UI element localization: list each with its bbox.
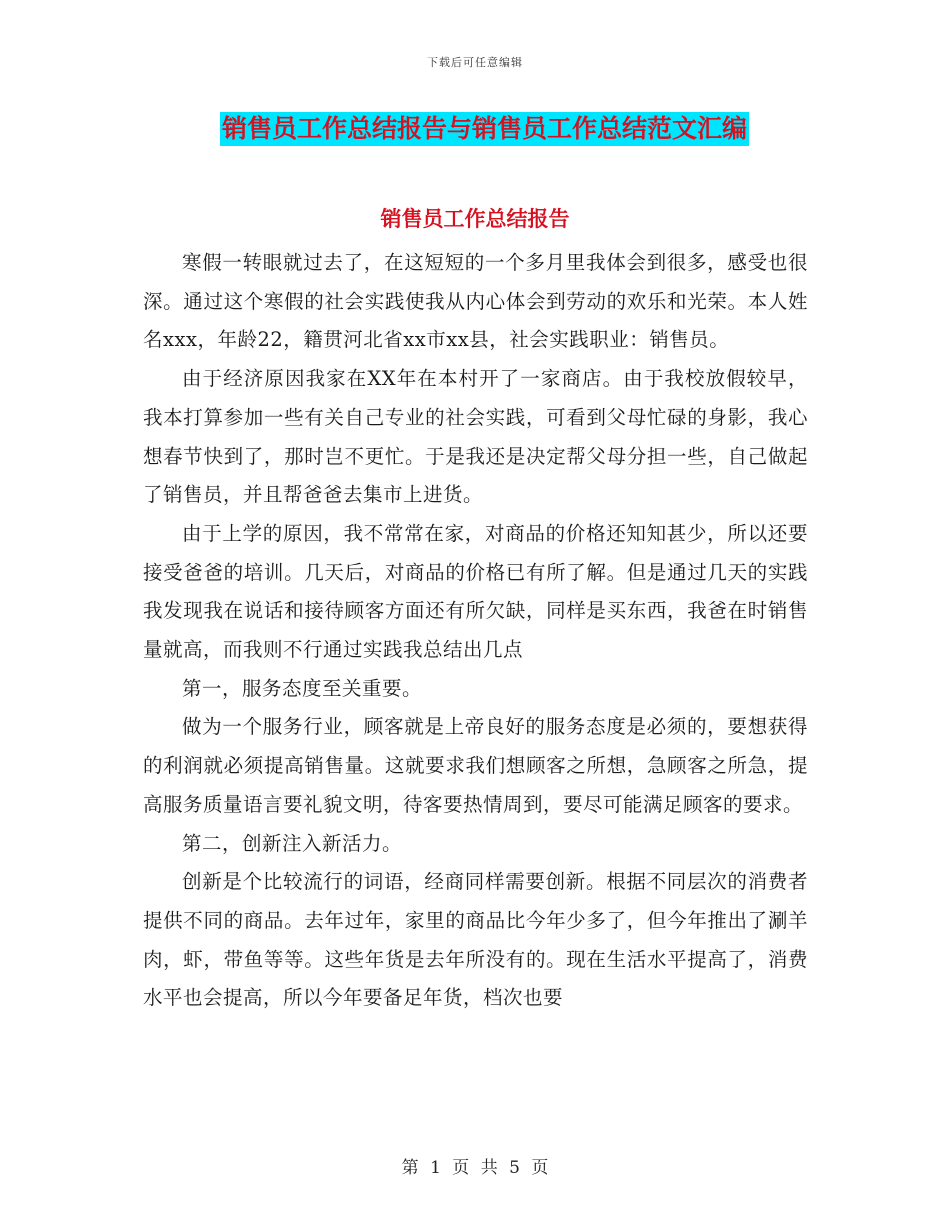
paragraph-7: 创新是个比较流行的词语，经商同样需要创新。根据不同层次的消费者提供不同的商品。去年过年，家里的商品比今年少多了，但今年推出了涮羊肉，虾，带鱼等等。这些年货是去年所没有的。现在生活水平提高了，消费水平也会提高，所以今年要备足年货，档次也要 xyxy=(143,870,808,1010)
paragraph-3: 由于上学的原因，我不常常在家，对商品的价格还知知甚少，所以还要接受爸爸的培训。几天后，对商品的价格已有所了解。但是通过几天的实践我发现我在说话和接待顾客方面还有所欠缺，同样是买东西，我爸在时销售量就高，而我则不行通过实践我总结出几点 xyxy=(143,521,808,662)
page-footer: 第 1 页 共 5 页 xyxy=(401,1158,549,1178)
paragraph-4: 第一，服务态度至关重要。 xyxy=(182,676,423,700)
document-body xyxy=(143,244,808,1018)
paragraph-5: 做为一个服务行业，顾客就是上帝良好的服务态度是必须的，要想获得的利润就必须提高销售量。这就要求我们想顾客之所想，急顾客之所急，提高服务质量语言要礼貌文明，待客要热情周到，要尽可能满足顾客的要求。 xyxy=(143,715,808,816)
paragraph-2: 由于经济原因我家在XX年在本村开了一家商店。由于我校放假较早，我本打算参加一些有关自己专业的社会实践，可看到父母忙碌的身影，我心想春节快到了，那时岂不更忙。于是我还是决定帮父母分担一些，自己做起了销售员，并且帮爸爸去集市上进货。 xyxy=(143,367,808,507)
paragraph-6: 第二，创新注入新活力。 xyxy=(182,831,403,855)
paragraph-1: 寒假一转眼就过去了，在这短短的一个多月里我体会到很多，感受也很深。通过这个寒假的社会实践使我从内心体会到劳动的欢乐和光荣。本人姓名xxx，年龄22，籍贯河北省xx市xx县，社会实践职业：销售员。 xyxy=(143,251,808,352)
section-title: 销售员工作总结报告 xyxy=(380,207,570,231)
header-note: 下载后可任意编辑 xyxy=(427,56,523,69)
document-main-title: 销售员工作总结报告与销售员工作总结范文汇编 xyxy=(220,112,749,146)
